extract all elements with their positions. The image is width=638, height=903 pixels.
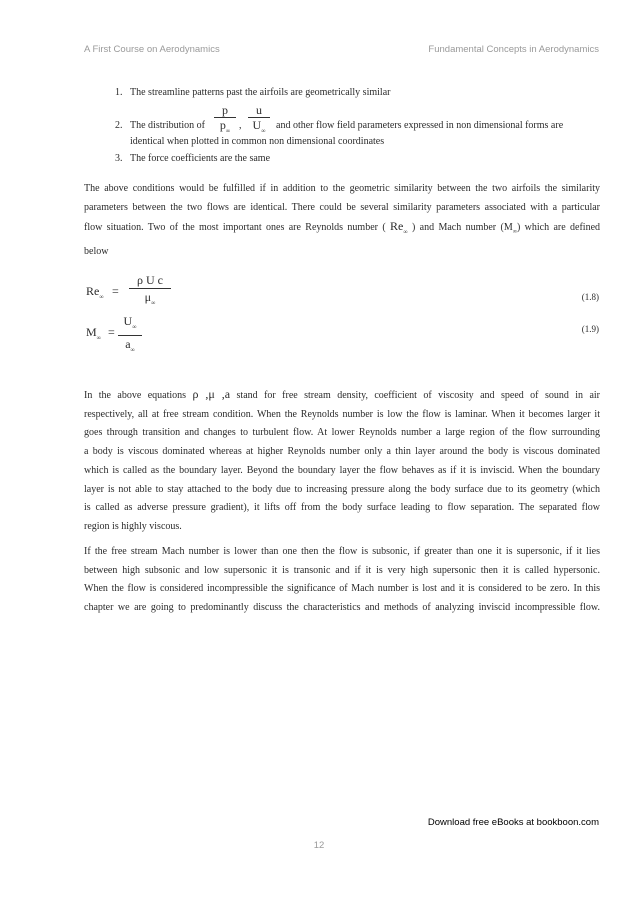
equation-number: (1.8) — [581, 292, 599, 302]
list-number: 3. — [115, 153, 123, 164]
paragraph-reynolds: In the above equations ρ ,μ ,a stand for free stream density, coefficient of viscosity and speed of sound in air respectively, all at free stream condition. When the Reynolds number is low the flow is laminar. When it becomes larger it goes through transition and changes to turbulent flow. At lower Reynolds number a large region of the flow surrounding a body is viscous dominated whereas at higher Reynolds number only a thin layer around the body is viscous dominated which is called as the boundary layer. Beyond the boundary layer the flow behaves as if it is inviscid. When the boundary layer is not able to stay attached to the body due to increasing pressure along the body surface due to its geometry (which is called as adverse pressure gradient), it lifts off from the body surface leading to flow separation. The separated flow region is highly viscous. — [84, 387, 601, 532]
paragraph-mach: If the free stream Mach number is lower than one then the flow is subsonic, if greater than one it is supersonic, if it lies between high subsonic and low supersonic it is transonic and if it is very high supersonic then it is called hypersonic. When the flow is considered incompressible the significance of Mach number is lost and it is considered to be zero. In this chapter we are going to predominantly discuss the characteristics and methods of analyzing inviscid incompressible flow. — [84, 546, 600, 614]
fraction-p: p $p_\infty$ — [214, 103, 236, 138]
list-text-cont: identical when plotted in common non dimensional coordinates — [130, 136, 385, 147]
page-number: 12 — [313, 840, 325, 851]
list-item — [84, 103, 599, 147]
list-item — [84, 84, 599, 103]
download-link[interactable]: Download free eBooks at bookboon.com — [427, 817, 599, 828]
conditions-list — [84, 84, 599, 167]
running-header-chapter: Fundamental Concepts in Aerodynamics — [428, 44, 599, 55]
paragraph-similarity: The above conditions would be fulfilled if in addition to the geometric similarity between the two airfoils the similarity parameters between the two flows are identical. There could be several similarity parameters associated with a particular flow situation. Two of the most important ones are Reynolds number ( $Re_\infty$ ) and Mach number $(M_\infty)$ which are defined below — [84, 183, 601, 257]
list-text-pre: The distribution of — [130, 120, 205, 131]
running-header-title: A First Course on Aerodynamics — [84, 44, 220, 55]
list-text: The force coefficients are the same — [130, 153, 271, 164]
fraction-u: u $U_\infty$ — [248, 103, 270, 138]
list-number: 2. — [115, 120, 123, 131]
list-item — [84, 150, 599, 167]
separator: , — [239, 120, 242, 131]
list-text-post: and other flow field parameters expressed in non dimensional forms are — [276, 120, 564, 131]
list-number: 1. — [115, 87, 123, 98]
list-text: The streamline patterns past the airfoils are geometrically similar — [130, 87, 391, 98]
equation-number: (1.9) — [581, 324, 599, 334]
